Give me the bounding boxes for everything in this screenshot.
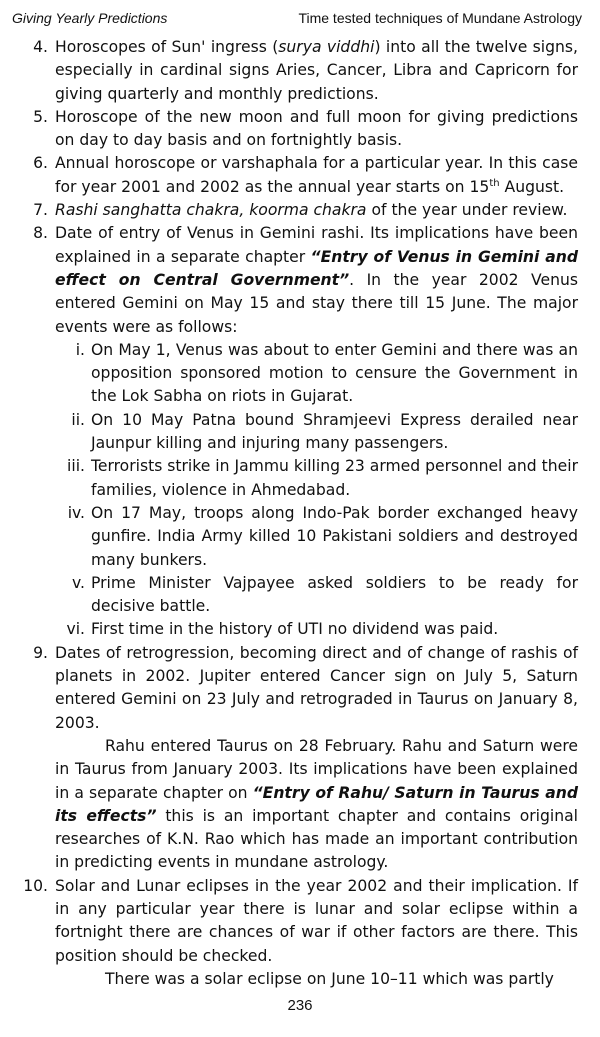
sub-item-number: i. (75, 340, 85, 359)
sub-item-number: vi. (66, 620, 85, 639)
item-text: Rashi sanghatta chakra, koorma chakra of the year under review. (55, 201, 568, 220)
sub-item-text: First time in the history of UTI no dividend was paid. (91, 620, 499, 639)
running-header (12, 10, 582, 28)
sub-list-item (55, 409, 578, 456)
sub-item-number: iv. (67, 503, 85, 522)
sub-item-text: On 10 May Patna bound Shramjeevi Express derailed near Jaunpur killing and injuring many passengers. (91, 410, 578, 453)
sub-list-item (55, 339, 578, 409)
list-item (18, 106, 578, 153)
body-paragraph: Rahu entered Taurus on 28 February. Rahu and Saturn were in Taurus from January 2003. Its implications have been explained in a separate chapter on “Entry of Rahu/ Saturn in Taurus and its effects” this is an important chapter and contains original researches of K.N. Rao which has made an important contribution in predicting events in mundane astrology. (55, 736, 578, 872)
sub-item-number: iii. (67, 457, 85, 476)
sub-item-number: v. (72, 573, 85, 592)
sub-item-text: Prime Minister Vajpayee asked soldiers to be ready for decisive battle. (91, 573, 578, 616)
list-item (18, 36, 578, 106)
item-text: Horoscope of the new moon and full moon for giving predictions on day to day basis and on fortnightly basis. (55, 107, 578, 150)
sub-item-number: ii. (71, 410, 85, 429)
sub-list-item (55, 502, 578, 572)
page-body (18, 36, 578, 991)
sub-list-item (55, 618, 578, 641)
header-left: Giving Yearly Predictions (12, 10, 168, 26)
list-item (18, 642, 578, 735)
list-item (18, 152, 578, 199)
sub-list-item (55, 455, 578, 502)
list-item (18, 875, 578, 968)
item-number: 9. (33, 643, 48, 662)
item-text: Annual horoscope or varshaphala for a particular year. In this case for year 2001 and 2002 as the annual year starts on 15th August. (55, 154, 578, 196)
item-number: 7. (33, 201, 48, 220)
item-number: 4. (33, 38, 48, 56)
item-number: 10. (23, 876, 48, 895)
list-item (18, 222, 578, 338)
item-number: 8. (33, 224, 48, 243)
item-text: Solar and Lunar eclipses in the year 2002 and their implication. If in any particular year there is lunar and solar eclipse within a fortnight there are chances of war if other factors are there. This position should be checked. (55, 876, 578, 965)
sub-item-text: On 17 May, troops along Indo-Pak border exchanged heavy gunfire. India Army killed 10 Pakistani soldiers and destroyed many bunkers. (91, 503, 578, 569)
sub-list-item (55, 572, 578, 619)
item-text: Dates of retrogression, becoming direct and of change of rashis of planets in 2002. Jupiter entered Cancer sign on July 5, Saturn entered Gemini on 23 July and retrograded in Taurus on January 8, 2003. (55, 643, 578, 732)
header-right: Time tested techniques of Mundane Astrology (298, 10, 582, 26)
list-item (18, 199, 578, 222)
sub-item-text: Terrorists strike in Jammu killing 23 armed personnel and their families, violence in Ahmedabad. (91, 457, 578, 499)
sub-item-text: On May 1, Venus was about to enter Gemini and there was an opposition sponsored motion to censure the Government in the Lok Sabha on riots in Gujarat. (91, 340, 578, 406)
page-number: 236 (287, 997, 313, 1014)
body-paragraph: There was a solar eclipse on June 10–11 which was partly (105, 969, 554, 988)
item-text: Date of entry of Venus in Gemini rashi. Its implications have been explained in a separate chapter “Entry of Venus in Gemini and effect on Central Government”. In the year 2002 Venus entered Gemini on May 15 and stay there till 15 June. The major events were as follows: (55, 224, 578, 336)
item-number: 6. (33, 154, 48, 173)
item-text: Horoscopes of Sun' ingress (surya viddhi) into all the twelve signs, especially in cardinal signs Aries, Cancer, Libra and Capricorn for giving quarterly and monthly predictions. (55, 38, 578, 103)
item-number: 5. (33, 107, 48, 126)
